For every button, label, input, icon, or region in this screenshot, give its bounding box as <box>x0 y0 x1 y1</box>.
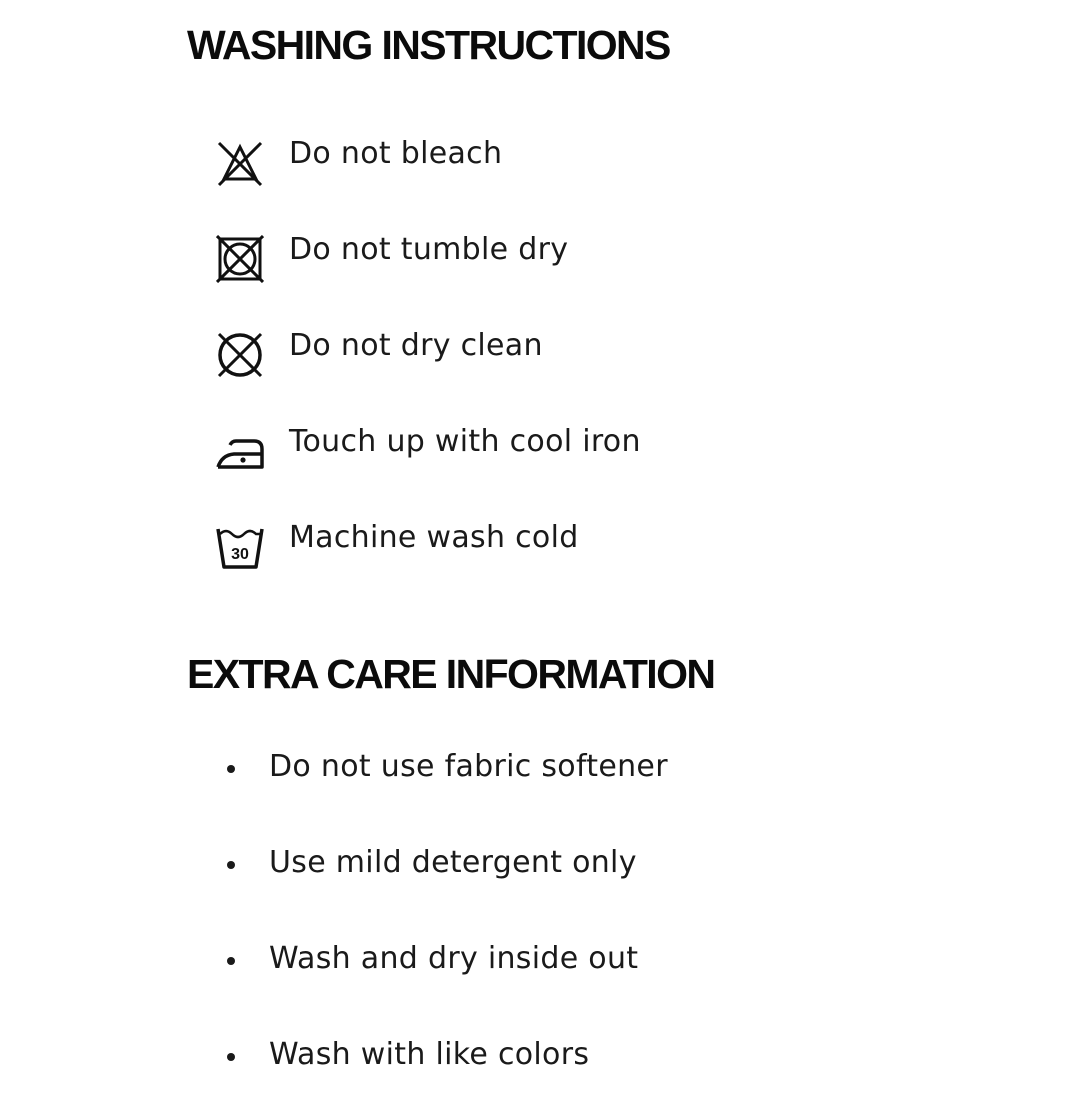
list-item <box>227 1006 668 1102</box>
do-not-dry-clean-icon <box>216 331 264 379</box>
bullet-icon <box>227 765 235 773</box>
bullet-icon <box>227 957 235 965</box>
care-item-label: Do not dry clean <box>289 327 543 363</box>
list-item <box>227 910 668 1006</box>
wash-temperature-label: 30 <box>231 546 249 563</box>
extra-care-text: Wash with like colors <box>269 1036 590 1072</box>
care-item-label: Do not bleach <box>289 135 503 171</box>
extra-care-text: Use mild detergent only <box>269 844 637 880</box>
bullet-icon <box>227 1053 235 1061</box>
washing-instructions-list <box>216 112 641 592</box>
cool-iron-icon <box>216 427 264 475</box>
care-item-machine-wash-cold <box>216 496 641 592</box>
care-item-do-not-bleach <box>216 112 641 208</box>
care-item-do-not-tumble-dry <box>216 208 641 304</box>
list-item <box>227 814 668 910</box>
care-item-do-not-dry-clean <box>216 304 641 400</box>
bullet-icon <box>227 861 235 869</box>
extra-care-text: Do not use fabric softener <box>269 748 668 784</box>
extra-care-text: Wash and dry inside out <box>269 940 639 976</box>
extra-care-title: EXTRA CARE INFORMATION <box>187 651 715 697</box>
do-not-tumble-dry-icon <box>216 235 264 283</box>
care-item-label: Machine wash cold <box>289 519 579 555</box>
care-item-cool-iron <box>216 400 641 496</box>
do-not-bleach-icon <box>216 139 264 187</box>
extra-care-list <box>227 718 668 1102</box>
care-item-label: Touch up with cool iron <box>289 423 641 459</box>
care-item-label: Do not tumble dry <box>289 231 569 267</box>
machine-wash-30-icon <box>216 523 264 571</box>
washing-instructions-title: WASHING INSTRUCTIONS <box>187 22 670 68</box>
list-item <box>227 718 668 814</box>
